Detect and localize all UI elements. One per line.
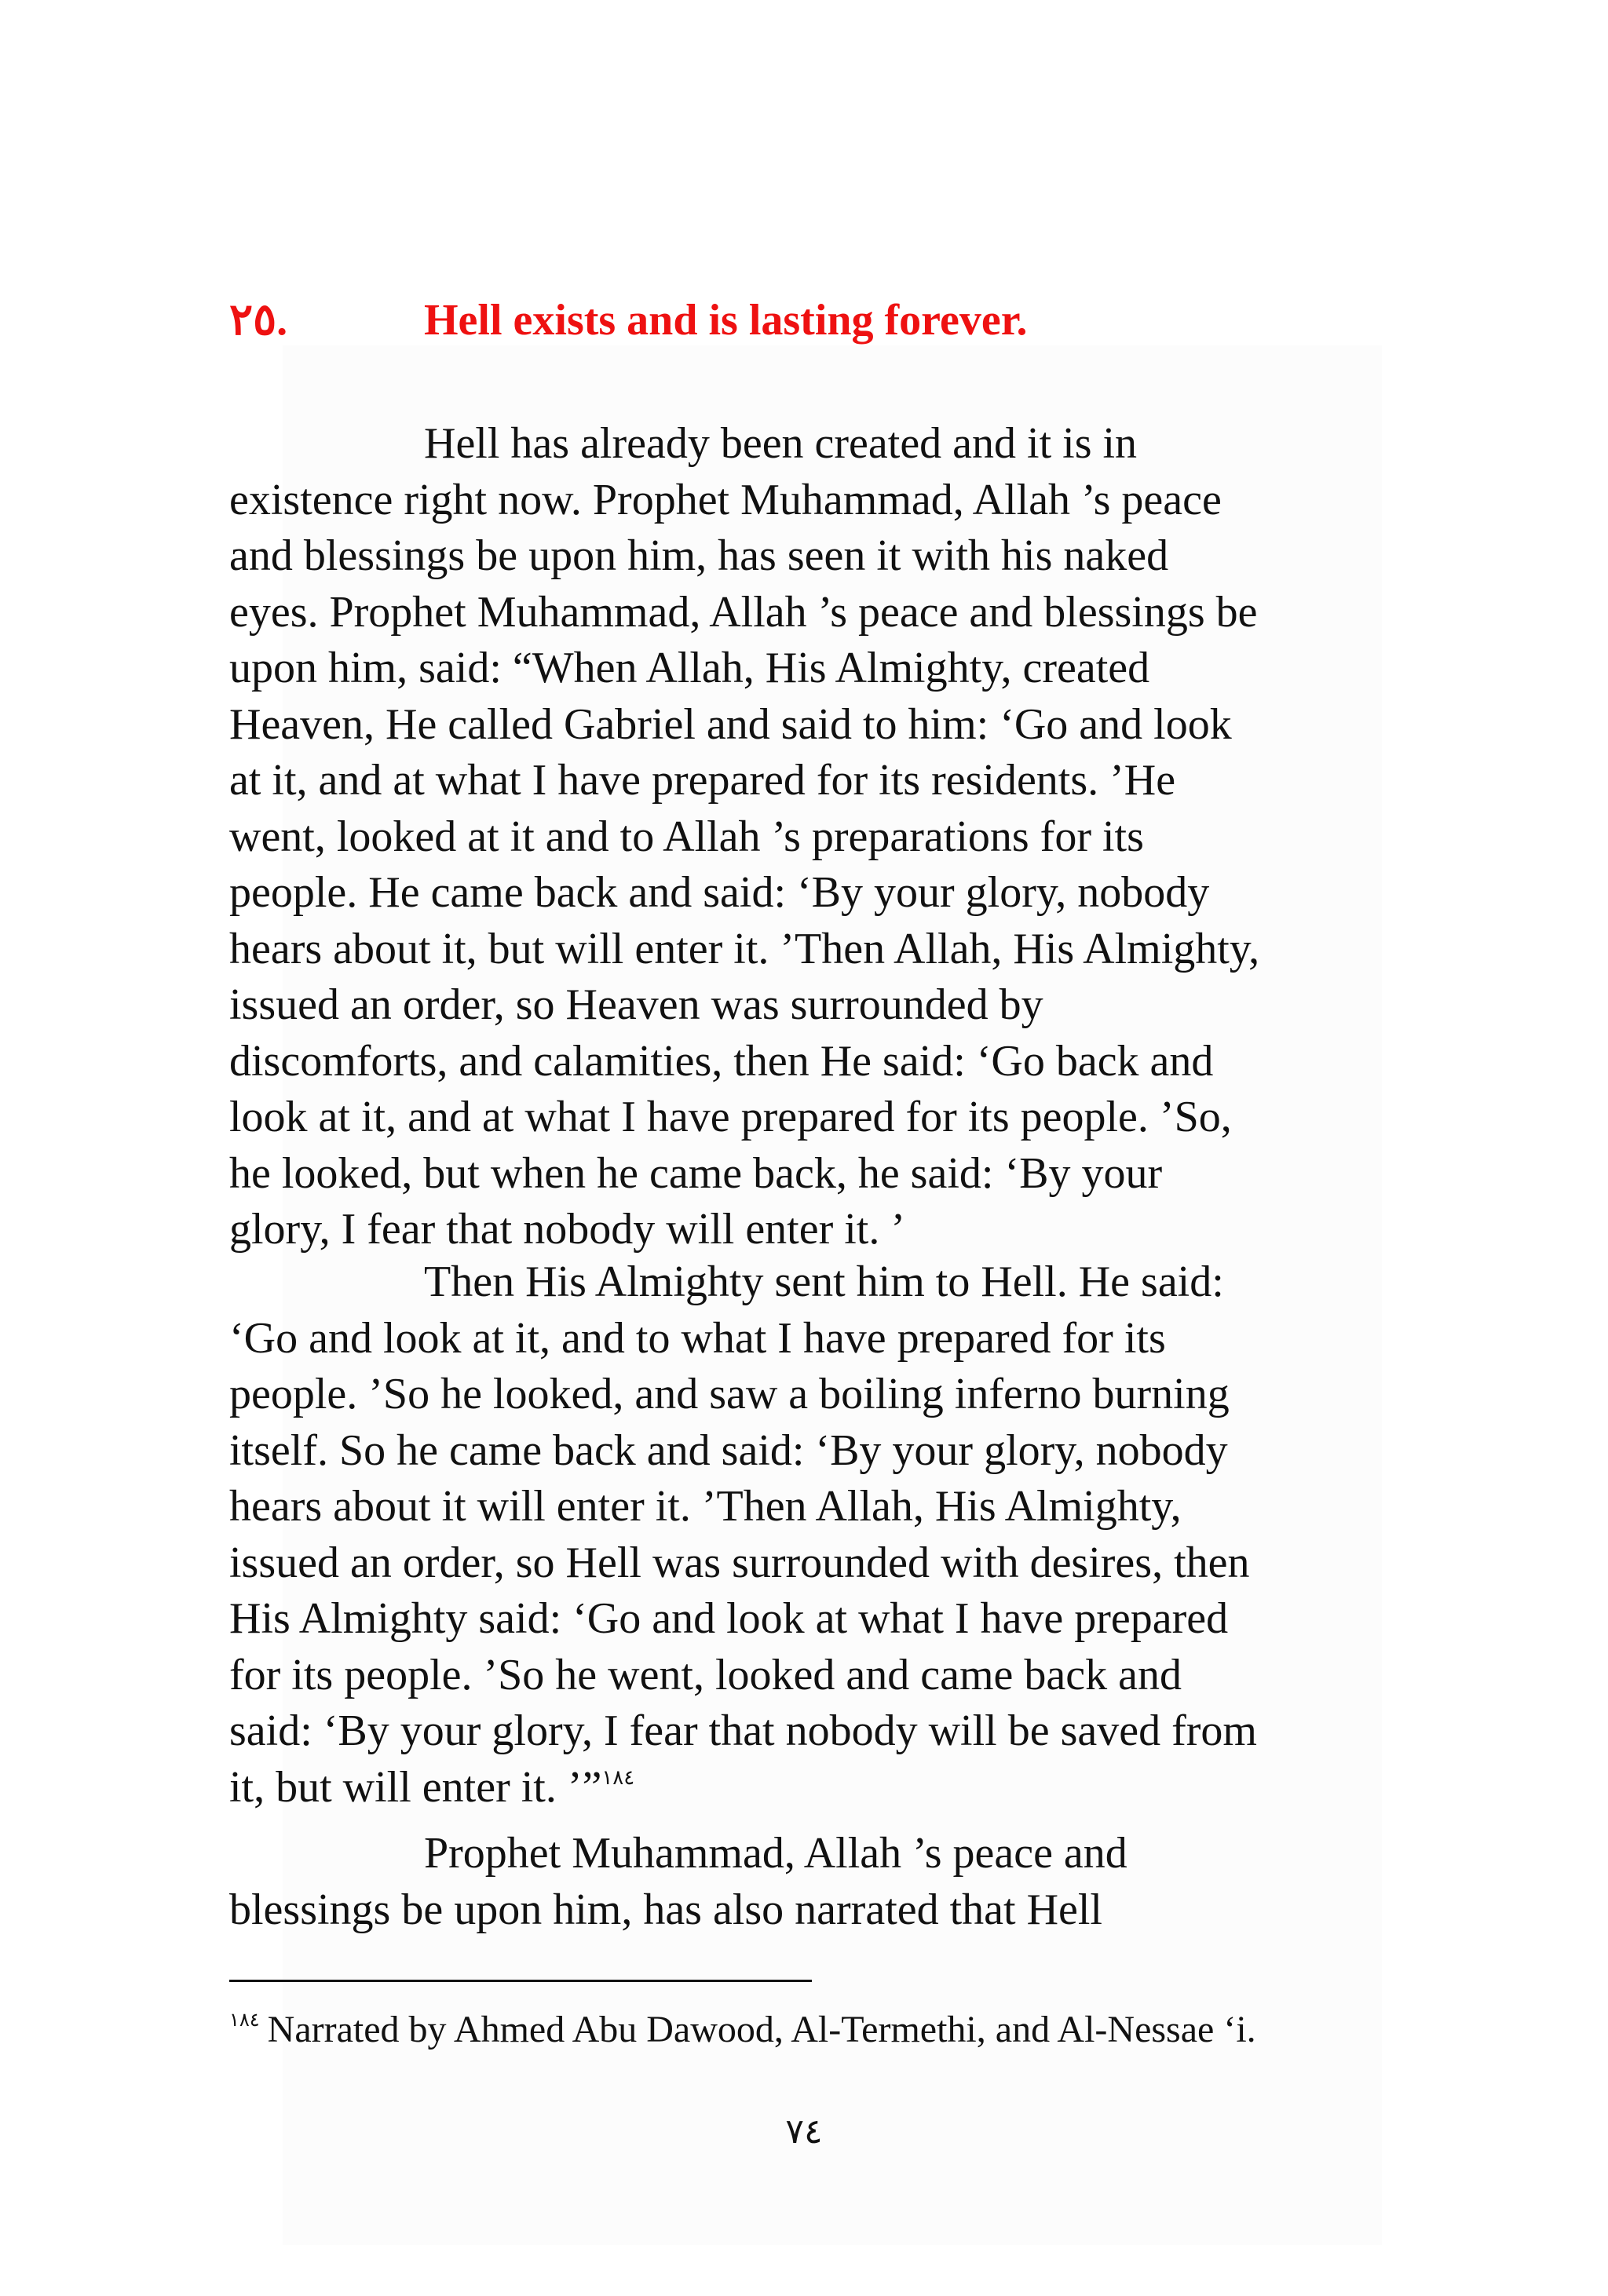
text-line-with-footnote <box>229 1760 1383 1816</box>
text-line: hears about it, but will enter it. ’Then Allah, His Almighty, <box>229 924 1260 973</box>
paragraph-3 <box>229 1826 1383 1938</box>
text-line: went, looked at it and to Allah ’s preparations for its <box>229 812 1144 861</box>
text-line: people. ’So he looked, and saw a boiling inferno burning <box>229 1370 1230 1418</box>
paragraph-2 <box>229 1254 1383 1816</box>
page-number: ٧٤ <box>785 2112 823 2151</box>
section-title: Hell exists and is lasting forever. <box>424 296 1028 345</box>
paragraph-1 <box>229 416 1383 1258</box>
text-line: at it, and at what I have prepared for its residents. ’He <box>229 756 1176 805</box>
text-line: glory, I fear that nobody will enter it. ’ <box>229 1205 905 1254</box>
text-line: blessings be upon him, has also narrated that Hell <box>229 1885 1102 1934</box>
text-line: discomforts, and calamities, then He said: ‘Go back and <box>229 1036 1214 1086</box>
text-line: for its people. ’So he went, looked and came back and <box>229 1650 1182 1699</box>
text-line: issued an order, so Hell was surrounded with desires, then <box>229 1538 1250 1587</box>
text-line: ‘Go and look at it, and to what I have prepared for its <box>229 1313 1166 1363</box>
text-line: it, but will enter it. ’” <box>229 1762 602 1812</box>
text-line: upon him, said: “When Allah, His Almighty, created <box>229 644 1150 692</box>
footnote-divider <box>229 1980 812 1982</box>
text-line: His Almighty said: ‘Go and look at what I have prepared <box>229 1594 1229 1643</box>
text-line: Heaven, He called Gabriel and said to him: ‘Go and look <box>229 699 1232 749</box>
section-heading <box>229 289 1407 352</box>
text-line: Then His Almighty sent him to Hell. He said: <box>424 1258 1224 1306</box>
text-line: people. He came back and said: ‘By your glory, nobody <box>229 868 1210 917</box>
footnote-text: Narrated by Ahmed Abu Dawood, Al-Termethi, and Al-Nessae ‘i. <box>267 2009 1256 2050</box>
text-line: Hell has already been created and it is in <box>424 419 1138 468</box>
text-line: Prophet Muhammad, Allah ’s peace and <box>424 1829 1127 1878</box>
text-line: look at it, and at what I have prepared for its people. ’So, <box>229 1093 1232 1141</box>
section-number: ٢٥. <box>229 296 288 345</box>
text-line: he looked, but when he came back, he said: ‘By your <box>229 1148 1163 1198</box>
text-line: eyes. Prophet Muhammad, Allah ’s peace and blessings be <box>229 587 1258 637</box>
footnote-reference[interactable]: ١٨٤ <box>601 1765 635 1789</box>
text-line: issued an order, so Heaven was surrounded by <box>229 980 1043 1029</box>
text-line: and blessings be upon him, has seen it with his naked <box>229 531 1169 580</box>
text-line: itself. So he came back and said: ‘By your glory, nobody <box>229 1425 1228 1475</box>
footnote <box>229 2006 1256 2053</box>
text-line: said: ‘By your glory, I fear that nobody will be saved from <box>229 1706 1257 1755</box>
text-line: existence right now. Prophet Muhammad, Allah ’s peace <box>229 475 1222 524</box>
text-line: hears about it will enter it. ’Then Allah, His Almighty, <box>229 1482 1182 1531</box>
footnote-mark: ١٨٤ <box>229 2010 260 2031</box>
